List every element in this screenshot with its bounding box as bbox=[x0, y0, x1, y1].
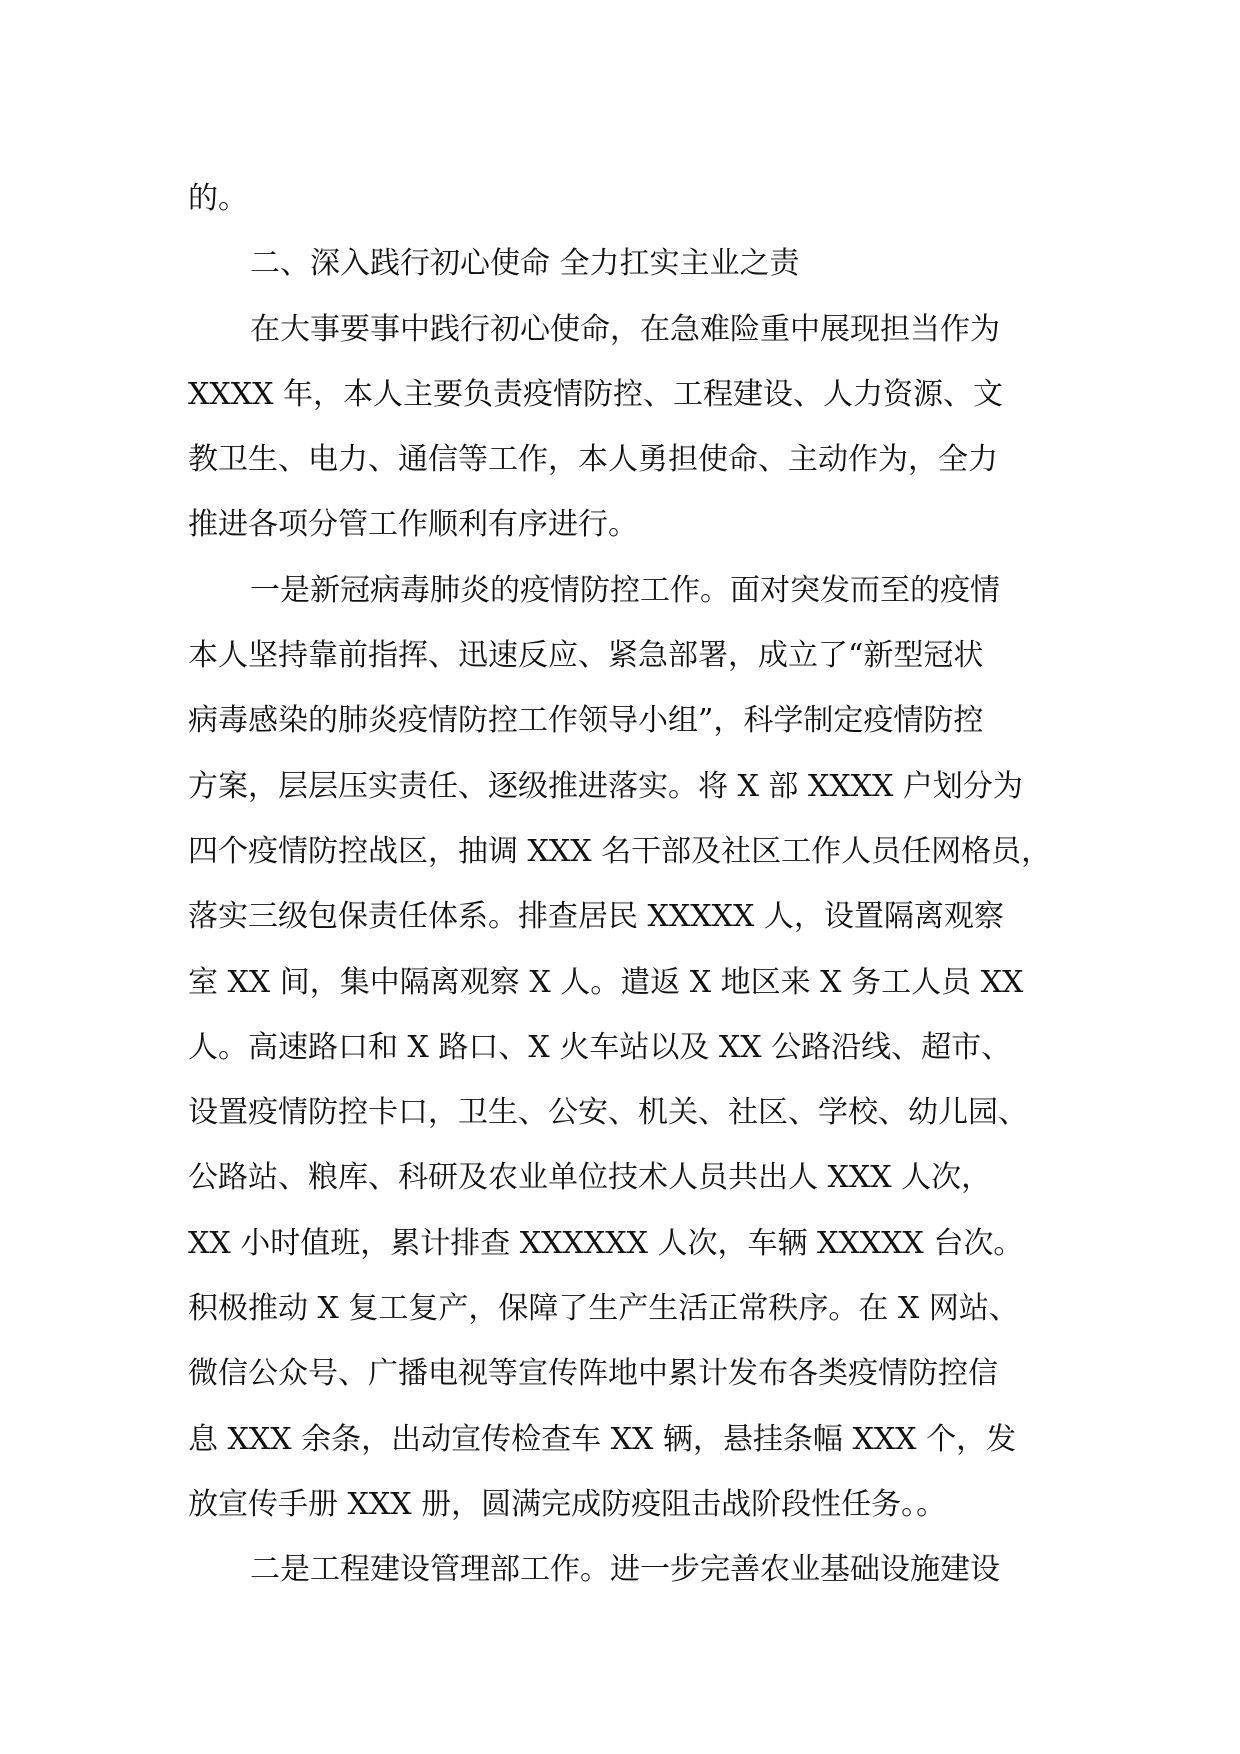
text-line: 积极推动 X 复工复产，保障了生产生活正常秩序。在 X 网站、 bbox=[188, 1291, 1019, 1327]
text-line: XXXX 年，本人主要负责疫情防控、工程建设、人力资源、文 bbox=[188, 376, 1003, 412]
text-line: 四个疫情防控战区，抽调 XXX 名干部及社区工作人员任网格员， bbox=[188, 833, 1052, 869]
text-line: 一是新冠病毒肺炎的疫情防控工作。面对突发而至的疫情 bbox=[250, 572, 1000, 608]
text-line: 二是工程建设管理部工作。进一步完善农业基础设施建设 bbox=[250, 1552, 1000, 1588]
text-line: 息 XXX 余条，出动宣传检查车 XX 辆，悬挂条幅 XXX 个，发 bbox=[188, 1421, 1017, 1457]
text-line: 本人坚持靠前指挥、迅速反应、紧急部署，成立了“新型冠状 bbox=[188, 638, 984, 674]
text-line: 教卫生、电力、通信等工作，本人勇担使命、主动作为，全力 bbox=[188, 442, 998, 478]
text-line: 的。 bbox=[188, 181, 248, 216]
body-text bbox=[188, 166, 1088, 1603]
text-line: 公路站、粮库、科研及农业单位技术人员共出人 XXX 人次， bbox=[188, 1160, 992, 1196]
text-line: 微信公众号、广播电视等宣传阵地中累计发布各类疫情防控信 bbox=[188, 1356, 998, 1392]
text-line: 在大事要事中践行初心使命，在急难险重中展现担当作为 bbox=[250, 311, 1000, 347]
text-line: XX 小时值班，累计排查 XXXXXX 人次，车辆 XXXXX 台次。 bbox=[188, 1225, 1024, 1261]
section-heading: 二、深入践行初心使命 全力扛实主业之责 bbox=[250, 246, 800, 282]
text-line: 放宣传手册 XXX 册，圆满完成防疫阻击战阶段性任务。。 bbox=[188, 1486, 947, 1522]
text-line: 推进各项分管工作顺利有序进行。 bbox=[188, 507, 638, 543]
text-line: 人。高速路口和 X 路口、X 火车站以及 XX 公路沿线、超市、 bbox=[188, 1029, 1012, 1065]
text-line: 落实三级包保责任体系。排查居民 XXXXX 人，设置隔离观察 bbox=[188, 899, 1004, 935]
text-line: 病毒感染的肺炎疫情防控工作领导小组”，科学制定疫情防控 bbox=[188, 703, 984, 739]
text-line: 方案，层层压实责任、逐级推进落实。将 X 部 XXXX 户划分为 bbox=[188, 768, 1023, 804]
text-line: 室 XX 间，集中隔离观察 X 人。遣返 X 地区来 X 务工人员 XX bbox=[188, 964, 1024, 1000]
text-line: 设置疫情防控卡口，卫生、公安、机关、社区、学校、幼儿园、 bbox=[188, 1095, 1028, 1131]
